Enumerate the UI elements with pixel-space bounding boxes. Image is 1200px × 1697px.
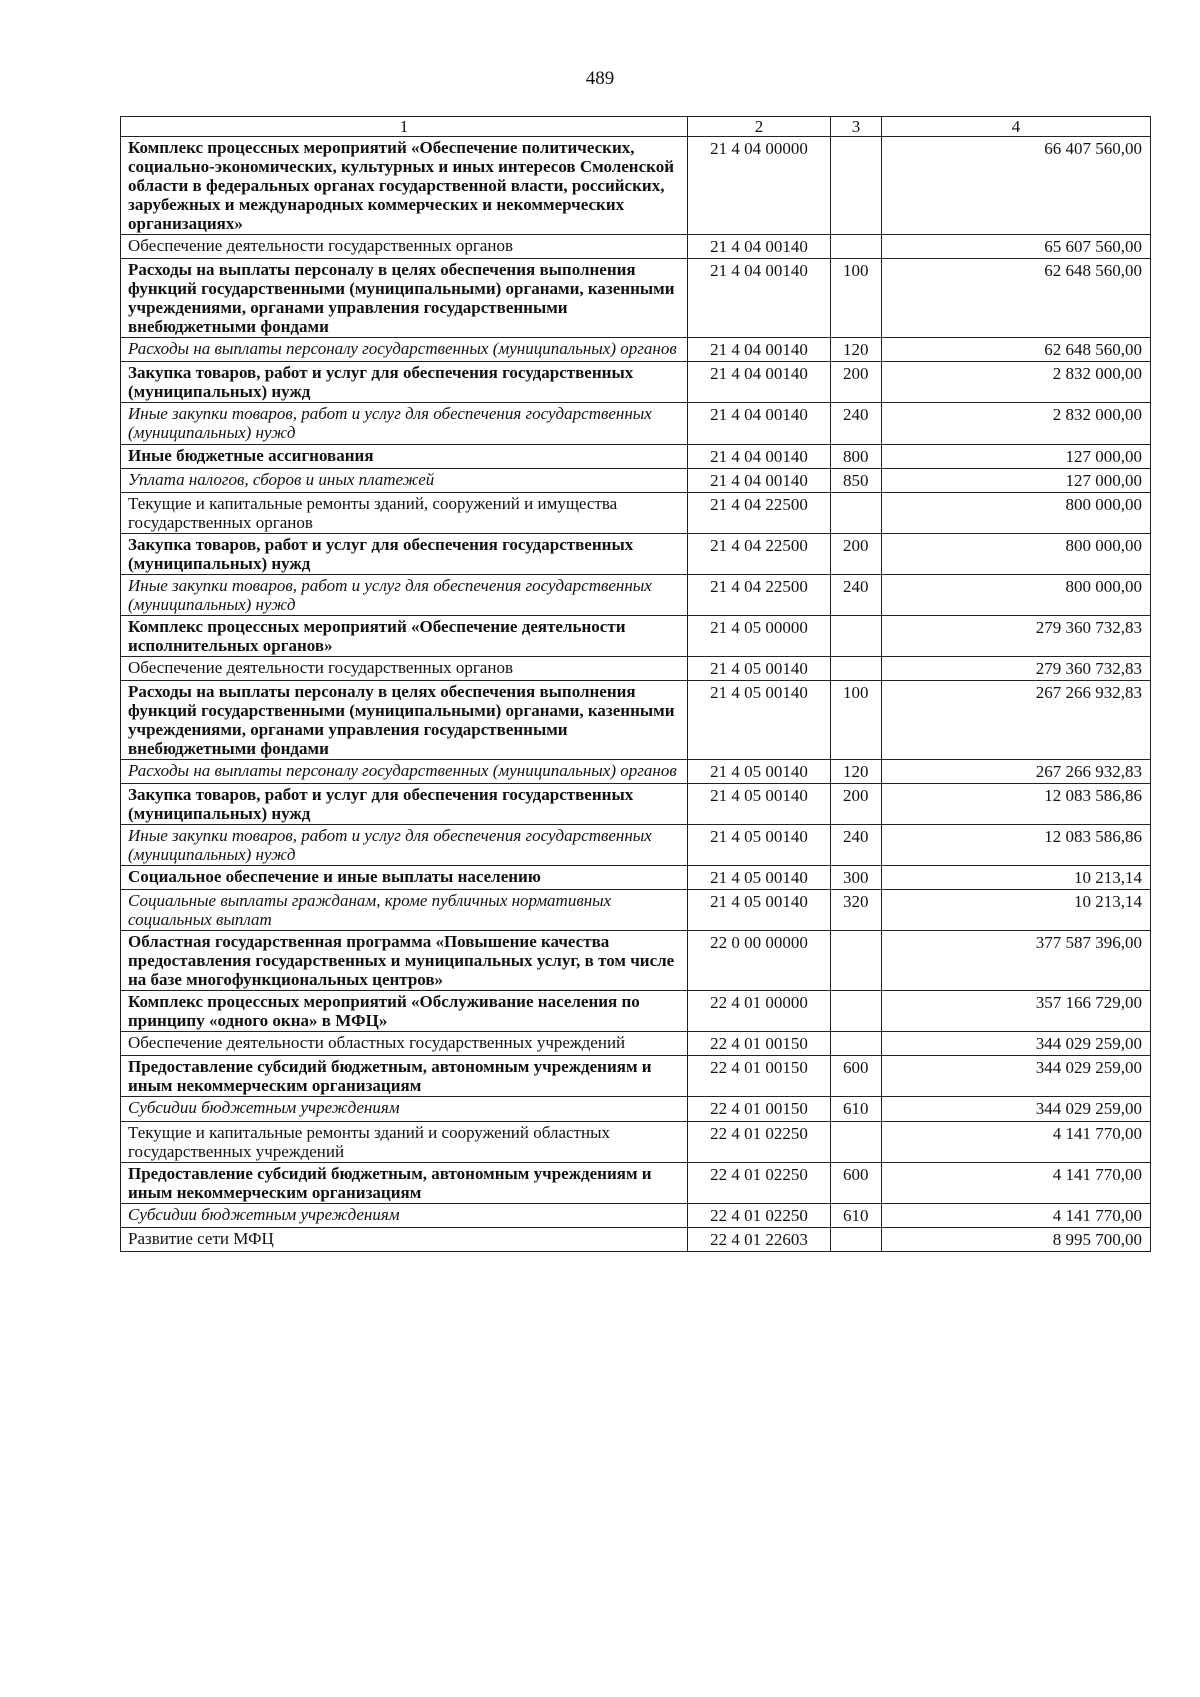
row-name-cell: Комплекс процессных мероприятий «Обеспечение деятельности исполнительных органов»	[121, 615, 688, 656]
row-amount-cell: 357 166 729,00	[882, 991, 1151, 1032]
row-name-cell: Комплекс процессных мероприятий «Обслуживание населения по принципу «одного окна» в МФЦ»	[121, 991, 688, 1032]
row-amount-cell: 4 141 770,00	[882, 1121, 1151, 1162]
row-amount-cell: 377 587 396,00	[882, 931, 1151, 991]
row-type-cell: 200	[831, 784, 882, 825]
table-row	[121, 991, 1151, 1032]
table-row	[121, 615, 1151, 656]
table-row	[121, 656, 1151, 680]
table-row	[121, 784, 1151, 825]
row-code-cell: 21 4 04 22500	[688, 492, 831, 533]
row-code-cell: 22 4 01 00150	[688, 1056, 831, 1097]
row-code-cell: 21 4 04 00000	[688, 137, 831, 235]
row-name-cell: Текущие и капитальные ремонты зданий, сооружений и имущества государственных органов	[121, 492, 688, 533]
row-amount-cell: 344 029 259,00	[882, 1097, 1151, 1121]
row-type-cell	[831, 492, 882, 533]
row-type-cell: 200	[831, 533, 882, 574]
row-amount-cell: 344 029 259,00	[882, 1056, 1151, 1097]
row-type-cell	[831, 1121, 882, 1162]
row-code-cell: 21 4 05 00140	[688, 866, 831, 890]
row-code-cell: 21 4 05 00140	[688, 890, 831, 931]
row-code-cell: 22 0 00 00000	[688, 931, 831, 991]
row-type-cell: 120	[831, 338, 882, 362]
row-name-cell: Текущие и капитальные ремонты зданий и сооружений областных государственных учреждений	[121, 1121, 688, 1162]
row-name-cell: Развитие сети МФЦ	[121, 1227, 688, 1251]
row-type-cell: 850	[831, 468, 882, 492]
row-type-cell: 100	[831, 680, 882, 759]
table-row	[121, 680, 1151, 759]
row-type-cell: 240	[831, 403, 882, 444]
row-type-cell	[831, 931, 882, 991]
row-name-cell: Предоставление субсидий бюджетным, автономным учреждениям и иным некоммерческим организациям	[121, 1162, 688, 1203]
row-code-cell: 21 4 05 00140	[688, 656, 831, 680]
row-type-cell: 240	[831, 825, 882, 866]
row-name-cell: Субсидии бюджетным учреждениям	[121, 1097, 688, 1121]
row-amount-cell: 65 607 560,00	[882, 235, 1151, 259]
row-code-cell: 22 4 01 00150	[688, 1097, 831, 1121]
row-code-cell: 21 4 05 00140	[688, 680, 831, 759]
row-name-cell: Закупка товаров, работ и услуг для обеспечения государственных (муниципальных) нужд	[121, 533, 688, 574]
header-col-3: 3	[831, 117, 882, 137]
row-type-cell	[831, 656, 882, 680]
row-amount-cell: 12 083 586,86	[882, 784, 1151, 825]
row-code-cell: 22 4 01 02250	[688, 1162, 831, 1203]
row-amount-cell: 279 360 732,83	[882, 615, 1151, 656]
row-amount-cell: 66 407 560,00	[882, 137, 1151, 235]
row-code-cell: 22 4 01 02250	[688, 1203, 831, 1227]
row-amount-cell: 800 000,00	[882, 492, 1151, 533]
row-amount-cell: 127 000,00	[882, 444, 1151, 468]
table-row	[121, 890, 1151, 931]
row-type-cell: 610	[831, 1203, 882, 1227]
header-col-1: 1	[121, 117, 688, 137]
table-row	[121, 444, 1151, 468]
table-row	[121, 259, 1151, 338]
row-type-cell: 600	[831, 1056, 882, 1097]
table-row	[121, 1121, 1151, 1162]
row-amount-cell: 12 083 586,86	[882, 825, 1151, 866]
row-name-cell: Областная государственная программа «Повышение качества предоставления государственных и муниципальных услуг, в том числе на базе многофункциональных центров»	[121, 931, 688, 991]
row-code-cell: 21 4 04 00140	[688, 403, 831, 444]
table-row	[121, 1097, 1151, 1121]
row-amount-cell: 10 213,14	[882, 866, 1151, 890]
table-header-row	[121, 117, 1151, 137]
header-col-2: 2	[688, 117, 831, 137]
row-name-cell: Уплата налогов, сборов и иных платежей	[121, 468, 688, 492]
row-name-cell: Обеспечение деятельности государственных органов	[121, 656, 688, 680]
row-name-cell: Иные бюджетные ассигнования	[121, 444, 688, 468]
header-col-4: 4	[882, 117, 1151, 137]
row-amount-cell: 4 141 770,00	[882, 1203, 1151, 1227]
row-amount-cell: 267 266 932,83	[882, 680, 1151, 759]
row-code-cell: 21 4 05 00140	[688, 759, 831, 783]
row-amount-cell: 2 832 000,00	[882, 403, 1151, 444]
row-name-cell: Обеспечение деятельности государственных органов	[121, 235, 688, 259]
row-amount-cell: 800 000,00	[882, 574, 1151, 615]
table-row	[121, 1162, 1151, 1203]
row-amount-cell: 62 648 560,00	[882, 259, 1151, 338]
row-code-cell: 21 4 04 00140	[688, 259, 831, 338]
row-amount-cell: 8 995 700,00	[882, 1227, 1151, 1251]
row-code-cell: 21 4 04 22500	[688, 574, 831, 615]
row-type-cell	[831, 137, 882, 235]
row-name-cell: Предоставление субсидий бюджетным, автономным учреждениям и иным некоммерческим организациям	[121, 1056, 688, 1097]
row-name-cell: Закупка товаров, работ и услуг для обеспечения государственных (муниципальных) нужд	[121, 784, 688, 825]
row-code-cell: 21 4 05 00000	[688, 615, 831, 656]
row-name-cell: Иные закупки товаров, работ и услуг для обеспечения государственных (муниципальных) нужд	[121, 574, 688, 615]
table-row	[121, 533, 1151, 574]
table-row	[121, 362, 1151, 403]
budget-table	[120, 116, 1151, 1252]
row-name-cell: Закупка товаров, работ и услуг для обеспечения государственных (муниципальных) нужд	[121, 362, 688, 403]
table-row	[121, 235, 1151, 259]
row-code-cell: 22 4 01 00000	[688, 991, 831, 1032]
table-row	[121, 468, 1151, 492]
table-row	[121, 825, 1151, 866]
table-row	[121, 574, 1151, 615]
row-name-cell: Расходы на выплаты персоналу в целях обеспечения выполнения функций государственными (муниципальными) органами, казенными учреждениями, органами управления государственными внебюджетными фондами	[121, 259, 688, 338]
row-code-cell: 22 4 01 00150	[688, 1032, 831, 1056]
row-amount-cell: 2 832 000,00	[882, 362, 1151, 403]
row-name-cell: Иные закупки товаров, работ и услуг для обеспечения государственных (муниципальных) нужд	[121, 403, 688, 444]
row-code-cell: 21 4 04 00140	[688, 362, 831, 403]
row-type-cell: 100	[831, 259, 882, 338]
row-code-cell: 22 4 01 22603	[688, 1227, 831, 1251]
row-name-cell: Расходы на выплаты персоналу государственных (муниципальных) органов	[121, 338, 688, 362]
table-row	[121, 1203, 1151, 1227]
row-name-cell: Обеспечение деятельности областных государственных учреждений	[121, 1032, 688, 1056]
row-amount-cell: 62 648 560,00	[882, 338, 1151, 362]
row-type-cell	[831, 1032, 882, 1056]
row-code-cell: 22 4 01 02250	[688, 1121, 831, 1162]
table-row	[121, 137, 1151, 235]
row-type-cell	[831, 991, 882, 1032]
row-type-cell	[831, 615, 882, 656]
row-type-cell	[831, 235, 882, 259]
table-row	[121, 866, 1151, 890]
table-row	[121, 1032, 1151, 1056]
row-amount-cell: 267 266 932,83	[882, 759, 1151, 783]
row-code-cell: 21 4 04 00140	[688, 468, 831, 492]
row-code-cell: 21 4 05 00140	[688, 825, 831, 866]
row-code-cell: 21 4 04 00140	[688, 235, 831, 259]
row-type-cell: 800	[831, 444, 882, 468]
row-type-cell: 600	[831, 1162, 882, 1203]
table-row	[121, 403, 1151, 444]
row-code-cell: 21 4 04 00140	[688, 444, 831, 468]
row-code-cell: 21 4 05 00140	[688, 784, 831, 825]
table-row	[121, 338, 1151, 362]
table-body	[121, 117, 1151, 1252]
row-name-cell: Комплекс процессных мероприятий «Обеспечение политических, социально-экономических, культурных и иных интересов Смоленской области в федеральных органах государственной власти, российских, зарубежных и международных коммерческих и некоммерческих организациях»	[121, 137, 688, 235]
row-type-cell: 300	[831, 866, 882, 890]
table-row	[121, 931, 1151, 991]
row-name-cell: Социальные выплаты гражданам, кроме публичных нормативных социальных выплат	[121, 890, 688, 931]
row-code-cell: 21 4 04 22500	[688, 533, 831, 574]
table-row	[121, 1227, 1151, 1251]
row-type-cell: 320	[831, 890, 882, 931]
row-type-cell: 120	[831, 759, 882, 783]
row-code-cell: 21 4 04 00140	[688, 338, 831, 362]
page-number: 489	[585, 68, 615, 89]
row-name-cell: Социальное обеспечение и иные выплаты населению	[121, 866, 688, 890]
row-amount-cell: 127 000,00	[882, 468, 1151, 492]
row-type-cell: 610	[831, 1097, 882, 1121]
row-amount-cell: 344 029 259,00	[882, 1032, 1151, 1056]
row-name-cell: Расходы на выплаты персоналу государственных (муниципальных) органов	[121, 759, 688, 783]
row-name-cell: Иные закупки товаров, работ и услуг для обеспечения государственных (муниципальных) нужд	[121, 825, 688, 866]
table-row	[121, 1056, 1151, 1097]
table-row	[121, 492, 1151, 533]
row-type-cell: 240	[831, 574, 882, 615]
row-amount-cell: 4 141 770,00	[882, 1162, 1151, 1203]
row-amount-cell: 10 213,14	[882, 890, 1151, 931]
row-amount-cell: 800 000,00	[882, 533, 1151, 574]
row-amount-cell: 279 360 732,83	[882, 656, 1151, 680]
row-name-cell: Субсидии бюджетным учреждениям	[121, 1203, 688, 1227]
row-type-cell	[831, 1227, 882, 1251]
row-name-cell: Расходы на выплаты персоналу в целях обеспечения выполнения функций государственными (муниципальными) органами, казенными учреждениями, органами управления государственными внебюджетными фондами	[121, 680, 688, 759]
table-row	[121, 759, 1151, 783]
row-type-cell: 200	[831, 362, 882, 403]
